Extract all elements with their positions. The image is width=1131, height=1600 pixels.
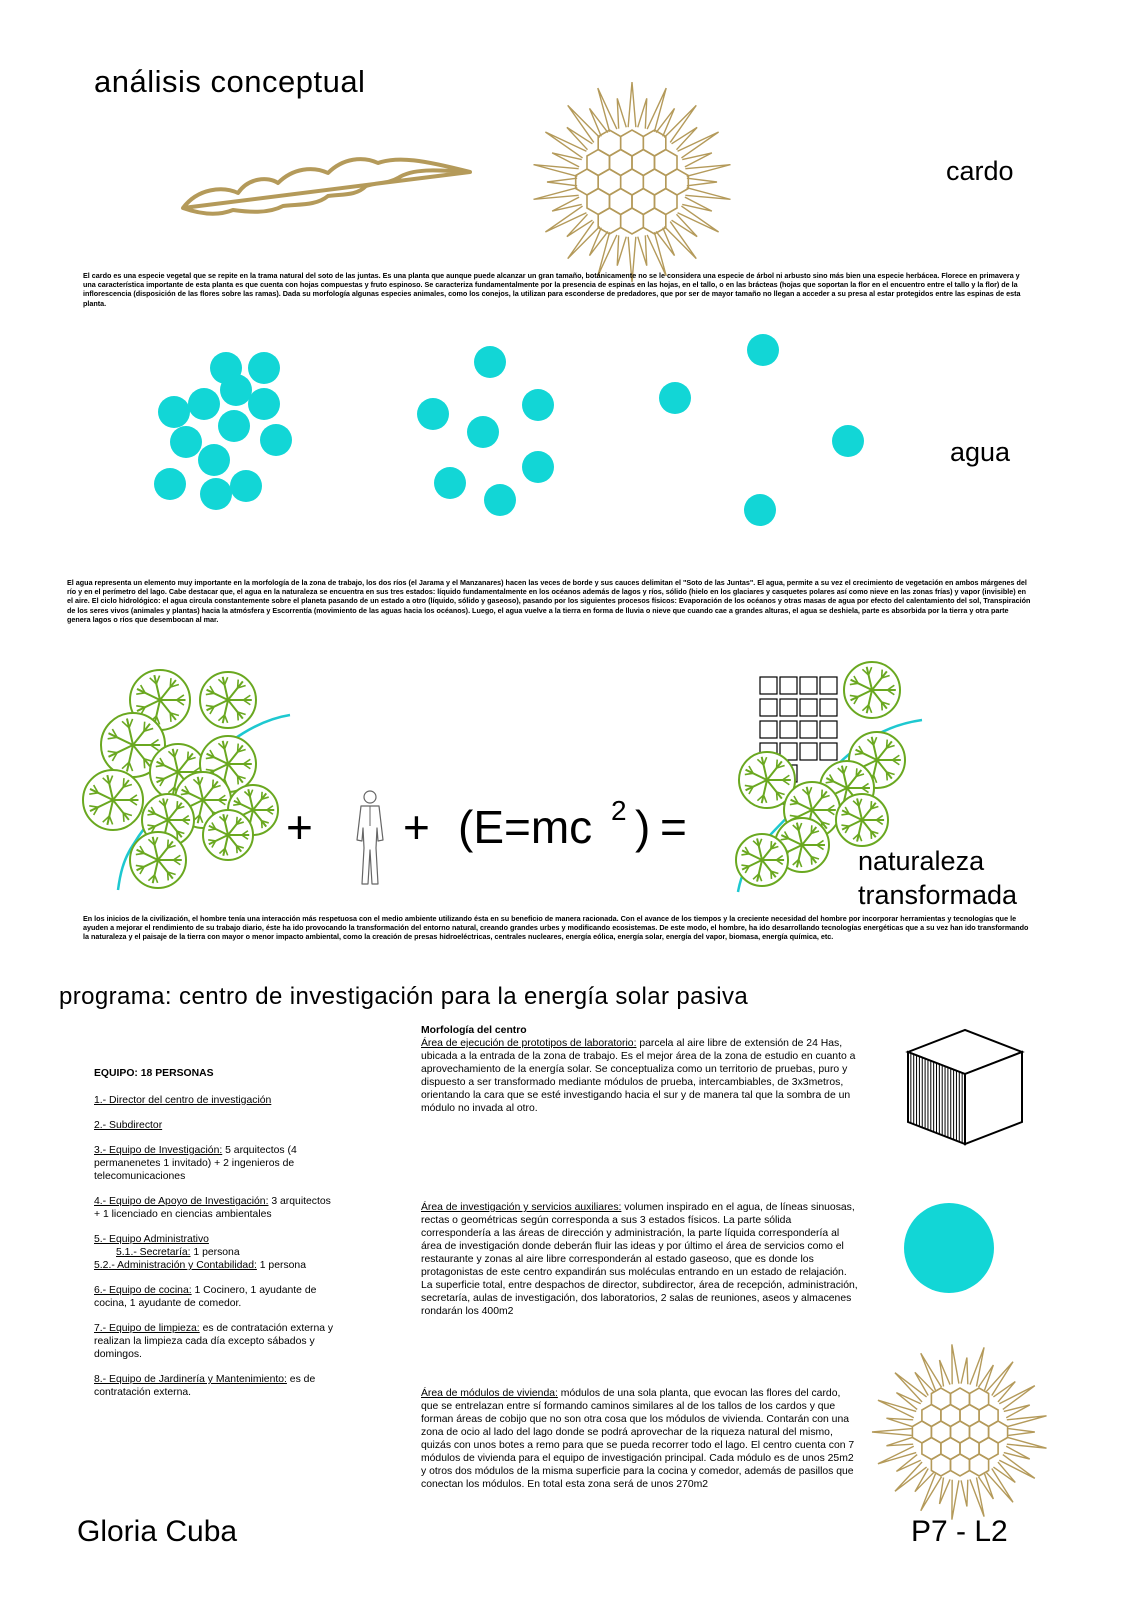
equipo-heading: EQUIPO: 18 PERSONAS <box>94 1068 214 1079</box>
area-prototipos: Área de ejecución de prototipos de laboratorio: parcela al aire libre de extensión de 24 Has, ubicada a la entrada de la zona de trabajo. Es el mejor área de la zona de estudio en cuanto a aprovechamiento de la energía solar. Se conceptualiza como un territorio de pruebas, puro y dispuesto a ser transformado mediante módulos de prueba, intercambiables, de 3x3metros, orientando la cara que se esté investigando hacia el sur y de manera tal que la sombra de un módulo no invada al otro. <box>421 1038 856 1114</box>
equipo-item-5: 5.- Equipo Administrativo <box>94 1234 209 1245</box>
equipo-item-2: 2.- Subdirector <box>94 1120 163 1131</box>
morfologia-heading: Morfología del centro <box>421 1025 527 1036</box>
area-vivienda: Área de módulos de vivienda: módulos de una sola planta, que evocan las flores del cardo, que se entrelazan entre sí formando caminos similares al de los tallos de los cardos y que forman áreas de cobijo que no son otra cosa que los módulos de vivienda. Contarán con una zona de ocio al lado del lago donde se podrá aprovechar de la riqueza natural del mismo, quizás con unos botes a remo para que se pueda recorrer todo el lago. El centro cuenta con 7 módulos de vivienda para el equipo de investigación principal. Cada módulo es de unos 25m2 y otros dos módulos de la misma superficie para la cocina y comedor, además de pasillos que conectan los módulos. En total esta zona será de unos 270m2 <box>421 1388 855 1490</box>
author-name: Gloria Cuba <box>77 1515 238 1548</box>
cardo-description: El cardo es una especie vegetal que se repite en la trama natural del soto de las juntas. Es una planta que aunque puede alcanzar un gran tamaño, botánicamente no se le considera una especie de árbol ni arbusto sino más bien una especie herbácea. Florece en primavera y una característica importante de esta planta es que cuenta con hojas compuestas y fruto espinoso. Se caracteriza fundamentalmente por la presencia de espinas en las hojas, en el tallo, o en las brácteas (hojas que soportan la flor en el encuentro entre el tallo y la flor) de la inflorescencia (disposición de las flores sobre las ramas). Dada su morfología algunas especies animales, como los conejos, la utilizan para esconderse de predadores, que por ser de mayor tamaño no llegan a acceder a su presa al estar protegidos entre las espinas de esta planta. <box>83 271 1021 308</box>
agua-label: agua <box>950 437 1011 467</box>
result-label-2: transformada <box>858 880 1018 910</box>
cardo-label: cardo <box>946 156 1014 186</box>
equation-description: En los inicios de la civilización, el hombre tenía una interacción más respetuosa con el medio ambiente utilizando ésta en su beneficio de manera racionada. Con el avance de los tiempos y la creciente necesidad del hombre por incorporar herramientas y tecnologías que le ayuden a mejorar el rendimiento de su trabajo diario, éste ha ido provocando la transformación del entorno natural, creando grandes urbes y modificando ecosistemas. De este modo, el hombre, ha ido desarrollando tecnologías energéticas que a su vez han ido transformando la naturaleza y el paisaje de la tierra con mayor o menor impacto ambiental, como la creación de presas hidroeléctricas, centrales nucleares, energía eólica, energía solar, energía del vapor, biomasa, energía química, etc. <box>83 914 1029 942</box>
water-states-drawing <box>140 338 900 528</box>
cardo-flower-drawing <box>527 102 737 262</box>
equipo-item-4: 4.- Equipo de Apoyo de Investigación: 3 arquitectos + 1 licenciado en ciencias ambientales <box>94 1196 331 1220</box>
water-circle-icon <box>900 1199 1000 1299</box>
formula-close: ) <box>635 801 651 853</box>
prototype-cube-icon <box>900 1022 1030 1152</box>
equals-sign: = <box>660 801 687 853</box>
man-figure-icon <box>348 788 392 888</box>
cardo-leaf-drawing <box>178 148 478 228</box>
equipo-item-6: 6.- Equipo de cocina: 1 Cocinero, 1 ayudante de cocina, 1 ayudante de comedor. <box>94 1285 317 1309</box>
equipo-item-1: 1.- Director del centro de investigación <box>94 1095 272 1106</box>
equipo-item-5-2: 5.2.- Administración y Contabilidad: 1 persona <box>94 1260 306 1271</box>
equipo-list <box>94 1067 334 1411</box>
plus-sign-1: + <box>286 801 313 853</box>
formula: (E=mc <box>458 801 593 853</box>
morfologia-section <box>421 1024 859 1115</box>
equipo-item-3: 3.- Equipo de Investigación: 5 arquitectos (4 permanenetes 1 invitado) + 2 ingenieros de telecomunicaciones <box>94 1145 297 1182</box>
agua-description: El agua representa un elemento muy importante en la morfología de la zona de trabajo, los dos ríos (el Jarama y el Manzanares) hacen las veces de borde y sus cauces delimitan el "Soto de las Juntas". El agua, permite a su vez el crecimiento de vegetación en ambos márgenes del río y en el perímetro del lago. Cabe destacar que, el agua en la naturaleza se encuentra en sus tres estados: líquido fundamentalmente en los océanos además de lagos y ríos, sólido (hielo en los glaciares y casquetes polares así como nieve en las zonas frías) y vapor (invisible) en el aire. El ciclo hidrológico: el agua circula constantemente sobre el planeta pasando de un estado a otro (líquido, sólido y gaseoso), pasando por los siguientes procesos físicos: Evaporación de los océanos y otras masas de agua por efecto del calentamiento del sol, Transpiración de los seres vivos (animales y plantas) hacia la atmósfera y Escorrentía (movimiento de las aguas hacia los océanos). Luego, el agua vuelve a la tierra en forma de lluvia o nieve que cuando cae a grandes alturas, el agua se deshiela, parte es absorbida por la tierra y otra parte genera lagos o ríos que desembocan al mar. <box>67 578 1031 624</box>
equipo-item-5-1: 5.1.- Secretaría: 1 persona <box>116 1247 240 1258</box>
formula-exponent: 2 <box>611 795 627 826</box>
nature-trees-drawing <box>78 660 293 890</box>
programa-heading: programa: centro de investigación para la energía solar pasiva <box>59 983 749 1010</box>
equipo-item-8: 8.- Equipo de Jardinería y Mantenimiento: es de contratación externa. <box>94 1374 316 1398</box>
area-investigacion: Área de investigación y servicios auxiliares: volumen inspirado en el agua, de líneas sinuosas, rectas o geométricas según corresponda a sus 3 estados físicos. La parte sólida correspondería a las áreas de dirección y administración, la parte líquida correspondería al área de investigación donde deberán fluir las ideas y por último el área de servicios como el restaurante y zonas al aire libre corresponderán al estado gaseoso, que es donde los protagonistas de este centro expandirán sus moléculas entrando en un estado de relajación. La superficie total, entre despachos de director, subdirector, área de recepción, administración, secretaría, aulas de investigación, dos laboratorios, 2 salas de reuniones, aseos y almacenes rondarán los 400m2 <box>421 1202 858 1317</box>
result-label-1: naturaleza <box>858 846 985 876</box>
equipo-item-7: 7.- Equipo de limpieza: es de contratación externa y realizan la limpieza cada día excepto sábados y domingos. <box>94 1323 334 1360</box>
housing-cardo-icon <box>870 1357 1050 1507</box>
plus-sign-2: + <box>403 801 430 853</box>
sheet-code: P7 - L2 <box>911 1515 1008 1548</box>
page-title: análisis conceptual <box>94 64 366 99</box>
